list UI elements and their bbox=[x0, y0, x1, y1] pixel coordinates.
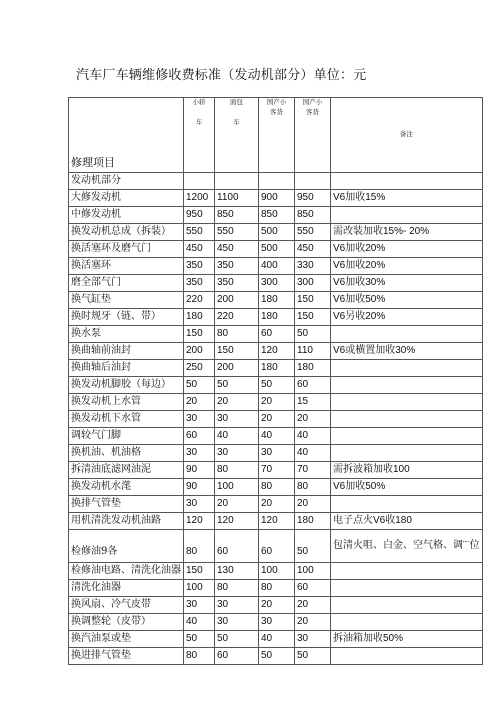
price-cell: 20 bbox=[215, 394, 259, 411]
price-cell: 300 bbox=[295, 275, 331, 292]
item-name: 检修油9各 bbox=[69, 530, 184, 563]
header-item-label: 修理项目 bbox=[69, 98, 184, 173]
price-cell: 70 bbox=[295, 462, 331, 479]
table-row bbox=[69, 411, 483, 428]
note-cell bbox=[331, 496, 483, 513]
note-cell: V6另收20% bbox=[331, 309, 483, 326]
price-cell: 50 bbox=[184, 377, 215, 394]
price-cell: 850 bbox=[295, 207, 331, 224]
price-cell: 120 bbox=[215, 513, 259, 530]
header-col-domestic-1 bbox=[259, 98, 295, 173]
price-cell: 100 bbox=[295, 563, 331, 580]
table-row bbox=[69, 377, 483, 394]
table-row bbox=[69, 614, 483, 631]
price-cell: 70 bbox=[259, 462, 295, 479]
price-cell: 40 bbox=[295, 445, 331, 462]
price-cell: 30 bbox=[184, 411, 215, 428]
item-name: 调较气门脚 bbox=[69, 428, 184, 445]
note-cell bbox=[331, 360, 483, 377]
price-cell: 20 bbox=[295, 411, 331, 428]
price-cell: 50 bbox=[295, 648, 331, 665]
note-cell bbox=[331, 326, 483, 343]
item-name: 换发动机上水管 bbox=[69, 394, 184, 411]
price-cell: 330 bbox=[295, 258, 331, 275]
price-cell: 30 bbox=[215, 411, 259, 428]
note-cell bbox=[331, 614, 483, 631]
table-row bbox=[69, 309, 483, 326]
table-row bbox=[69, 224, 483, 241]
header-col-van-line1: 面包 bbox=[230, 99, 243, 106]
item-name: 换发动机总成（拆装） bbox=[69, 224, 184, 241]
price-cell: 200 bbox=[215, 292, 259, 309]
price-cell: 50 bbox=[215, 377, 259, 394]
item-name: 换时规牙（链、带） bbox=[69, 309, 184, 326]
price-cell: 80 bbox=[215, 580, 259, 597]
note-cell: V6加收50% bbox=[331, 479, 483, 496]
note-cell bbox=[331, 445, 483, 462]
item-name: 换曲轴后油封 bbox=[69, 360, 184, 377]
price-cell: 80 bbox=[184, 530, 215, 563]
table-row bbox=[69, 394, 483, 411]
note-cell bbox=[331, 580, 483, 597]
price-cell: 100 bbox=[184, 580, 215, 597]
item-name: 换水泵 bbox=[69, 326, 184, 343]
note-cell: V6加收30% bbox=[331, 275, 483, 292]
price-cell: 900 bbox=[259, 190, 295, 207]
table-row bbox=[69, 597, 483, 614]
table-row bbox=[69, 496, 483, 513]
item-name: 换发动机下水管 bbox=[69, 411, 184, 428]
price-cell: 120 bbox=[184, 513, 215, 530]
price-cell: 30 bbox=[259, 445, 295, 462]
price-cell: 950 bbox=[184, 207, 215, 224]
price-cell: 250 bbox=[184, 360, 215, 377]
price-cell: 50 bbox=[259, 377, 295, 394]
price-cell: 150 bbox=[295, 292, 331, 309]
item-name: 换进排气管垫 bbox=[69, 648, 184, 665]
note-cell bbox=[331, 411, 483, 428]
price-cell: 850 bbox=[259, 207, 295, 224]
item-name: 用机清洗发动机油路 bbox=[69, 513, 184, 530]
item-name: 换调整轮（皮带） bbox=[69, 614, 184, 631]
price-cell: 450 bbox=[215, 241, 259, 258]
price-cell: 15 bbox=[295, 394, 331, 411]
price-cell: 20 bbox=[259, 597, 295, 614]
table-row bbox=[69, 479, 483, 496]
item-name: 换风扇、冷气皮带 bbox=[69, 597, 184, 614]
item-name: 磨全部气门 bbox=[69, 275, 184, 292]
price-cell: 60 bbox=[259, 326, 295, 343]
item-name: 大修发动机 bbox=[69, 190, 184, 207]
price-cell: 350 bbox=[184, 275, 215, 292]
price-cell: 80 bbox=[215, 326, 259, 343]
price-cell: 20 bbox=[295, 496, 331, 513]
price-cell: 1100 bbox=[215, 190, 259, 207]
header-col-van-line2: 车 bbox=[233, 119, 240, 126]
price-cell: 20 bbox=[295, 614, 331, 631]
header-col-domestic-2 bbox=[295, 98, 331, 173]
price-cell: 180 bbox=[259, 360, 295, 377]
note-cell bbox=[331, 428, 483, 445]
item-name: 换发动机脚胶（每边） bbox=[69, 377, 184, 394]
header-col-sedan-line1: 小轿 bbox=[192, 99, 206, 106]
price-cell: 350 bbox=[184, 258, 215, 275]
note-cell: V6加收20% bbox=[331, 241, 483, 258]
price-cell: 20 bbox=[259, 394, 295, 411]
price-cell: 100 bbox=[215, 479, 259, 496]
price-cell: 60 bbox=[215, 530, 259, 563]
price-cell: 450 bbox=[295, 241, 331, 258]
price-cell: 80 bbox=[215, 462, 259, 479]
price-cell: 60 bbox=[215, 648, 259, 665]
price-cell: 30 bbox=[215, 597, 259, 614]
price-cell: 180 bbox=[295, 513, 331, 530]
table-row bbox=[69, 530, 483, 563]
table-row bbox=[69, 513, 483, 530]
price-cell: 300 bbox=[259, 275, 295, 292]
table-row bbox=[69, 343, 483, 360]
price-cell: 180 bbox=[295, 360, 331, 377]
price-cell: 400 bbox=[259, 258, 295, 275]
header-col-domestic-1-line2: 客货 bbox=[270, 109, 283, 116]
note-cell: V6加收50% bbox=[331, 292, 483, 309]
price-cell: 120 bbox=[259, 343, 295, 360]
fee-table bbox=[68, 97, 483, 665]
price-cell: 150 bbox=[184, 326, 215, 343]
price-cell: 220 bbox=[184, 292, 215, 309]
item-name: 换排气管垫 bbox=[69, 496, 184, 513]
cell bbox=[295, 173, 331, 190]
table-row bbox=[69, 648, 483, 665]
price-cell: 40 bbox=[259, 631, 295, 648]
table-row bbox=[69, 360, 483, 377]
price-cell: 550 bbox=[295, 224, 331, 241]
price-cell: 60 bbox=[295, 377, 331, 394]
cell bbox=[259, 173, 295, 190]
price-cell: 130 bbox=[215, 563, 259, 580]
price-cell: 150 bbox=[295, 309, 331, 326]
price-cell: 30 bbox=[184, 597, 215, 614]
table-row bbox=[69, 292, 483, 309]
table-row bbox=[69, 631, 483, 648]
price-cell: 80 bbox=[184, 648, 215, 665]
price-cell: 50 bbox=[295, 326, 331, 343]
price-cell: 80 bbox=[259, 479, 295, 496]
table-row bbox=[69, 207, 483, 224]
price-cell: 500 bbox=[259, 224, 295, 241]
price-cell: 350 bbox=[215, 258, 259, 275]
price-cell: 30 bbox=[184, 496, 215, 513]
price-cell: 220 bbox=[215, 309, 259, 326]
header-note: 备注 bbox=[331, 98, 483, 173]
price-cell: 150 bbox=[184, 563, 215, 580]
price-cell: 100 bbox=[259, 563, 295, 580]
price-cell: 40 bbox=[215, 428, 259, 445]
note-cell: 需拆波箱加收100 bbox=[331, 462, 483, 479]
item-name: 换活塞环及磨气门 bbox=[69, 241, 184, 258]
price-cell: 150 bbox=[215, 343, 259, 360]
note-cell bbox=[331, 207, 483, 224]
price-cell: 50 bbox=[259, 648, 295, 665]
table-row bbox=[69, 563, 483, 580]
price-cell: 20 bbox=[215, 496, 259, 513]
note-cell: 包清火咀、白金、空气格、调¨¨位 bbox=[331, 530, 483, 563]
price-cell: 50 bbox=[215, 631, 259, 648]
table-row bbox=[69, 445, 483, 462]
item-name: 换曲轴前油封 bbox=[69, 343, 184, 360]
page-title: 汽车厂车辆维修收费标准（发动机部分）单位：元 bbox=[76, 68, 367, 83]
item-name: 换活塞环 bbox=[69, 258, 184, 275]
header-col-sedan bbox=[184, 98, 215, 173]
item-name: 换发动机水滗 bbox=[69, 479, 184, 496]
item-name: 换汽油泵或垫 bbox=[69, 631, 184, 648]
cell bbox=[184, 173, 215, 190]
price-cell: 50 bbox=[295, 530, 331, 563]
price-cell: 20 bbox=[184, 394, 215, 411]
price-cell: 180 bbox=[259, 309, 295, 326]
note-cell bbox=[331, 597, 483, 614]
header-col-domestic-1-line1: 国产小 bbox=[266, 99, 287, 106]
note-cell bbox=[331, 394, 483, 411]
price-cell: 60 bbox=[295, 580, 331, 597]
price-cell: 450 bbox=[184, 241, 215, 258]
table-row bbox=[69, 275, 483, 292]
price-cell: 90 bbox=[184, 462, 215, 479]
price-cell: 30 bbox=[215, 445, 259, 462]
table-row bbox=[69, 258, 483, 275]
header-col-sedan-line2: 车 bbox=[195, 119, 203, 126]
header-col-domestic-2-line2: 客货 bbox=[306, 109, 319, 116]
table-row bbox=[69, 326, 483, 343]
cell bbox=[331, 173, 483, 190]
price-cell: 40 bbox=[184, 614, 215, 631]
price-cell: 60 bbox=[184, 428, 215, 445]
note-cell: 需改装加收15%- 20% bbox=[331, 224, 483, 241]
price-cell: 80 bbox=[259, 580, 295, 597]
price-cell: 550 bbox=[215, 224, 259, 241]
price-cell: 550 bbox=[184, 224, 215, 241]
price-cell: 180 bbox=[184, 309, 215, 326]
table-row bbox=[69, 428, 483, 445]
note-cell bbox=[331, 377, 483, 394]
table-row bbox=[69, 190, 483, 207]
price-cell: 850 bbox=[215, 207, 259, 224]
price-cell: 500 bbox=[259, 241, 295, 258]
item-name: 换机油、机油格 bbox=[69, 445, 184, 462]
note-cell: V6或横置加收30% bbox=[331, 343, 483, 360]
table-row bbox=[69, 462, 483, 479]
price-cell: 200 bbox=[215, 360, 259, 377]
price-cell: 90 bbox=[184, 479, 215, 496]
price-cell: 60 bbox=[259, 530, 295, 563]
price-cell: 30 bbox=[259, 614, 295, 631]
price-cell: 950 bbox=[295, 190, 331, 207]
price-cell: 1200 bbox=[184, 190, 215, 207]
price-cell: 40 bbox=[295, 428, 331, 445]
cell bbox=[215, 173, 259, 190]
price-cell: 110 bbox=[295, 343, 331, 360]
note-cell: V6加收15% bbox=[331, 190, 483, 207]
price-cell: 30 bbox=[295, 631, 331, 648]
price-cell: 350 bbox=[215, 275, 259, 292]
table-row bbox=[69, 580, 483, 597]
price-cell: 30 bbox=[215, 614, 259, 631]
price-cell: 40 bbox=[259, 428, 295, 445]
section-row bbox=[69, 173, 483, 190]
table-row bbox=[69, 241, 483, 258]
price-cell: 200 bbox=[184, 343, 215, 360]
price-cell: 20 bbox=[295, 597, 331, 614]
note-cell: 电子点火V6收180 bbox=[331, 513, 483, 530]
price-cell: 20 bbox=[259, 496, 295, 513]
price-cell: 50 bbox=[184, 631, 215, 648]
section-label: 发动机部分 bbox=[69, 173, 184, 190]
price-cell: 80 bbox=[295, 479, 331, 496]
header-row bbox=[69, 98, 483, 173]
note-cell bbox=[331, 563, 483, 580]
item-name: 清洗化油器 bbox=[69, 580, 184, 597]
price-cell: 120 bbox=[259, 513, 295, 530]
price-cell: 180 bbox=[259, 292, 295, 309]
item-name: 拆清油底滤网油泥 bbox=[69, 462, 184, 479]
price-cell: 20 bbox=[259, 411, 295, 428]
note-cell: 拆油箱加收50% bbox=[331, 631, 483, 648]
note-cell bbox=[331, 648, 483, 665]
header-col-domestic-2-line1: 国产小 bbox=[302, 99, 323, 106]
item-name: 检修油电路、清洗化油器 bbox=[69, 563, 184, 580]
price-cell: 30 bbox=[184, 445, 215, 462]
item-name: 换气缸垫 bbox=[69, 292, 184, 309]
header-col-van bbox=[215, 98, 259, 173]
note-cell: V6加收20% bbox=[331, 258, 483, 275]
item-name: 中修发动机 bbox=[69, 207, 184, 224]
